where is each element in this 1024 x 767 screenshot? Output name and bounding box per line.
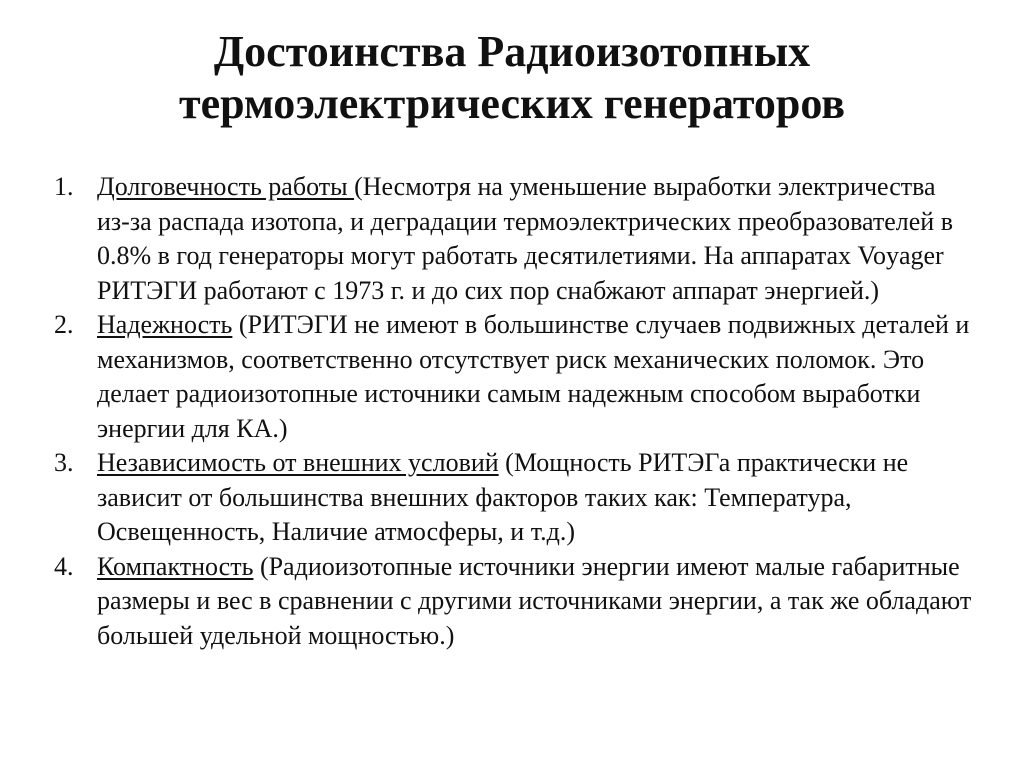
list-item <box>0 170 1024 308</box>
item-number: 1. <box>54 172 74 201</box>
item-heading: Надежность <box>97 310 233 339</box>
item-number: 2. <box>54 310 74 339</box>
item-text: (Мощность РИТЭГа практически не зависит от большинства внешних факторов таких как: Температура, Освещенность, Наличие атмосферы, и т.д.) <box>97 448 909 546</box>
item-text: (Радиоизотопные источники энергии имеют малые габаритные размеры и вес в сравнении с другими источниками энергии, а так же обладают большей удельной мощностью.) <box>97 551 972 650</box>
slide-title-line-1: Достоинства Радиоизотопных <box>213 27 811 76</box>
item-heading: Независимость от внешних условий <box>97 448 499 477</box>
item-heading: Компактность <box>97 551 254 581</box>
slide-title <box>0 26 1024 130</box>
list-item <box>0 446 1024 550</box>
list-item <box>0 550 1024 654</box>
item-text: (Несмотря на уменьшение выработки электричества из-за распада изотопа, и деградации термоэлектрических преобразователей в 0.8% в год генераторы могут работать десятилетиями. На аппаратах Voyager РИТЭГИ работают с 1973 г. и до сих пор снабжают аппарат энергией.) <box>97 172 953 305</box>
item-number: 3. <box>54 448 74 477</box>
item-heading: Долговечность работы <box>97 172 355 201</box>
item-number: 4. <box>54 551 74 581</box>
item-text: (РИТЭГИ не имеют в большинстве случаев подвижных деталей и механизмов, соответственно отсутствует риск механических поломок. Это делает радиоизотопные источники самым надежным способом выработки энергии для КА.) <box>97 310 970 443</box>
advantages-list <box>0 170 1024 653</box>
slide-title-line-2: термоэлектрических генераторов <box>178 79 846 128</box>
list-item <box>0 308 1024 446</box>
